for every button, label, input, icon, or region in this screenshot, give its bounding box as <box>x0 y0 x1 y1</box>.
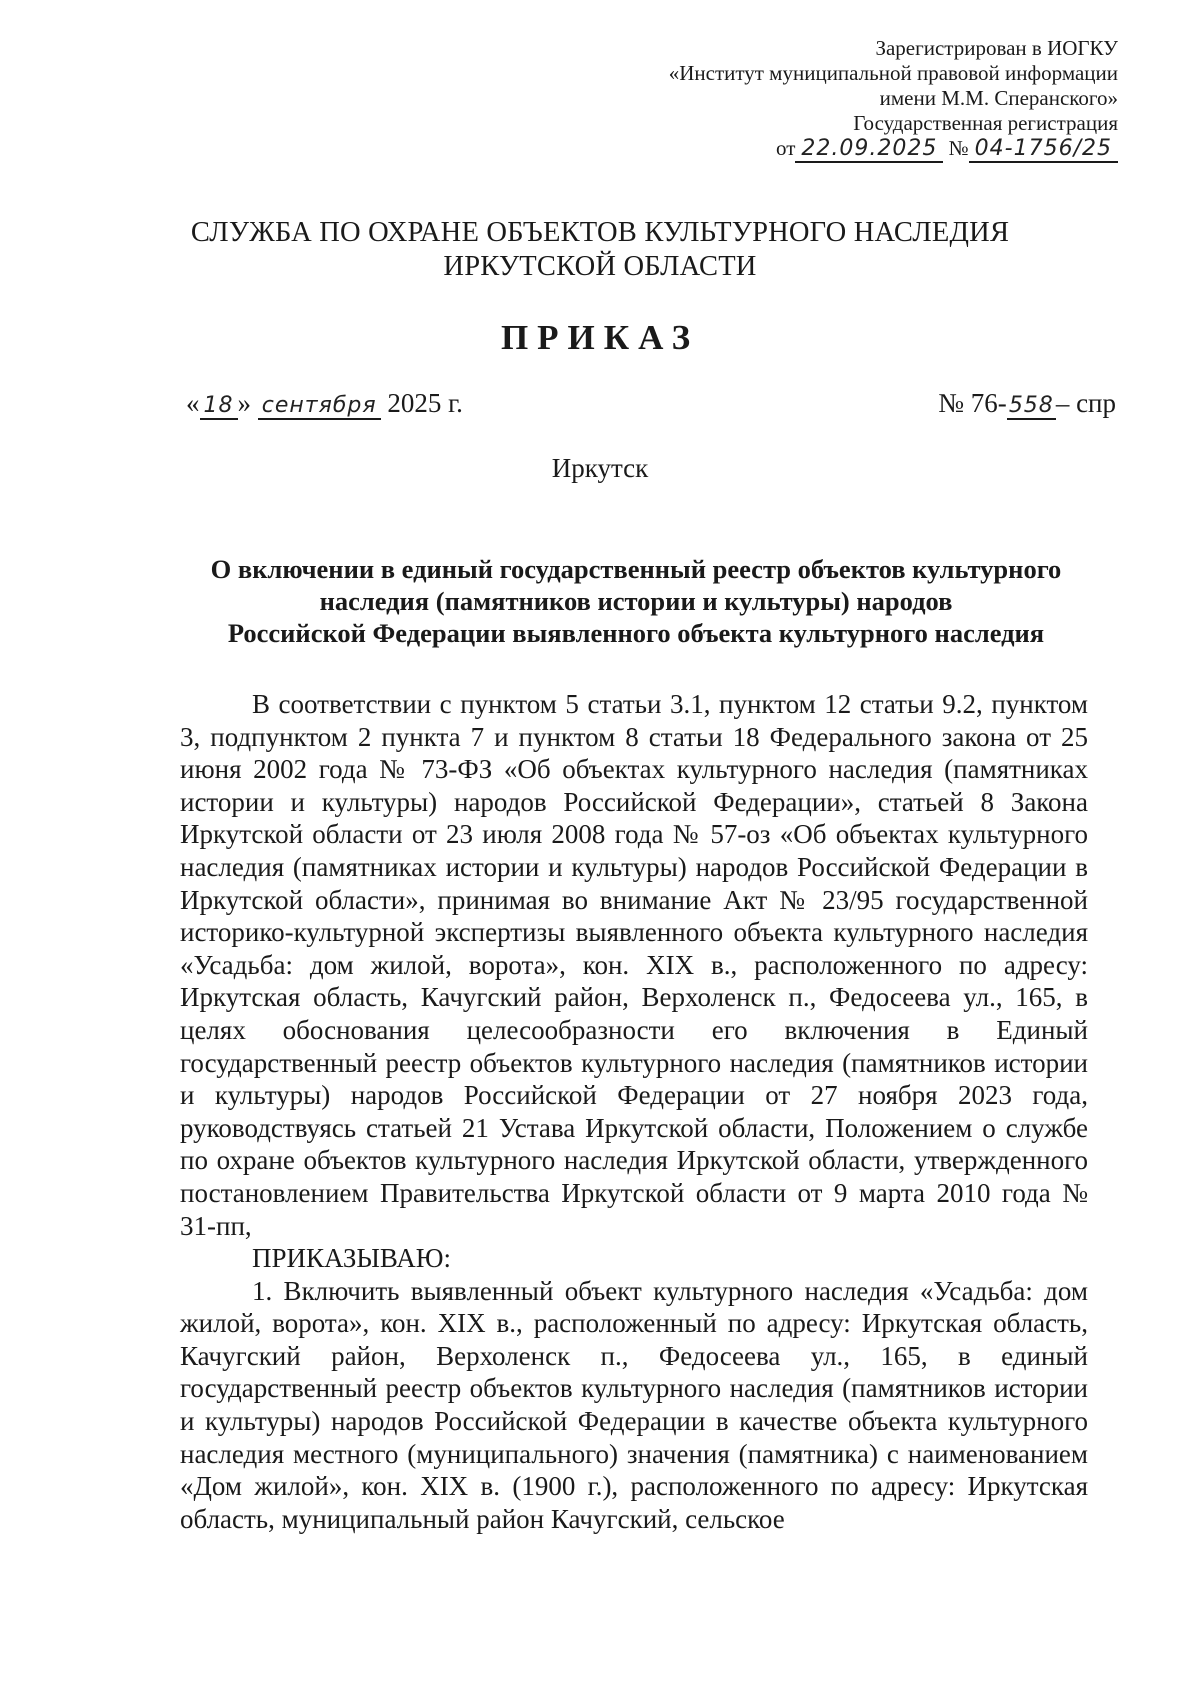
order-month: сентября <box>258 393 381 420</box>
authority-line-2: ИРКУТСКОЙ ОБЛАСТИ <box>443 251 757 282</box>
document-title: ПРИКАЗ <box>500 318 700 357</box>
preamble-paragraph: В соответствии с пунктом 5 статьи 3.1, пунктом 12 статьи 9.2, пунктом 3, подпунктом 2 пункта 7 и пунктом 8 статьи 18 Федерального закона от 25 июня 2002 года № 73-ФЗ «Об объектах культурного наследия (памятниках истории и культуры) народов Российской Федерации», статьей 8 Закона Иркутской области от 23 июля 2008 года № 57-оз «Об объектах культурного наследия (памятниках истории и культуры) народов Российской Федерации в Иркутской области», принимая во внимание Акт № 23/95 государственной историко-культурной экспертизы выявленного объекта культурного наследия «Усадьба: дом жилой, ворота», кон. XIX в., расположенного по адресу: Иркутская область, Качугский район, Верхоленск п., Федосеева ул., 165, в целях обоснования целесообразности его включения в Единый государственный реестр объектов культурного наследия (памятников истории и культуры) народов Российской Федерации от 27 ноября 2023 года, руководствуясь статьей 21 Устава Иркутской области, Положением о службе по охране объектов культурного наследия Иркутской области, утвержденного постановлением Правительства Иркутской области от 9 марта 2010 года № 31-пп, <box>180 689 1088 1241</box>
order-number-handwritten: 558 <box>1008 393 1054 418</box>
subject-line-2: наследия (памятников истории и культуры) народов <box>319 586 953 616</box>
authority-name <box>0 216 1200 284</box>
subject-line-1: О включении в единый государственный реестр объектов культурного <box>210 554 1062 584</box>
authority-line-1: СЛУЖБА ПО ОХРАНЕ ОБЪЕКТОВ КУЛЬТУРНОГО НАСЛЕДИЯ <box>190 217 1010 248</box>
registration-number-line <box>598 136 1118 163</box>
registration-number-label: № <box>948 136 969 160</box>
order-day: 18 <box>200 393 238 420</box>
registration-number: 04-1756/25 <box>969 136 1118 163</box>
registration-line-3: имени М.М. Сперанского» <box>879 86 1118 110</box>
order-year: 2025 г. <box>387 388 463 418</box>
order-number <box>938 388 1116 420</box>
date-open-quote: « <box>186 388 200 418</box>
order-subject <box>180 553 1092 649</box>
document-body <box>180 688 1088 1535</box>
order-date <box>186 388 463 420</box>
date-close-quote: » <box>237 388 251 418</box>
order-word: ПРИКАЗЫВАЮ: <box>252 1243 451 1274</box>
subject-line-3: Российской Федерации выявленного объекта культурного наследия <box>227 618 1045 648</box>
order-item-1: 1. Включить выявленный объект культурного наследия «Усадьба: дом жилой, ворота», кон. XIX в., расположенный по адресу: Иркутская область, Качугский район, Верхоленск п., Федосеева ул., 165, в единый государственный реестр объектов культурного наследия (памятников истории и культуры) народов Российской Федерации в качестве объекта культурного наследия местного (муниципального) значения (памятника) с наименованием «Дом жилой», кон. XIX в. (1900 г.), расположенного по адресу: Иркутская область, муниципальный район Качугский, сельское <box>180 1275 1088 1534</box>
registration-date: 22.09.2025 <box>795 136 943 163</box>
registration-line-2: «Институт муниципальной правовой информации <box>668 61 1118 85</box>
order-number-prefix: № 76- <box>938 388 1007 418</box>
registration-line-4: Государственная регистрация <box>853 111 1118 135</box>
registration-stamp <box>598 36 1118 163</box>
registration-line-1: Зарегистрирован в ИОГКУ <box>875 36 1118 60</box>
city: Иркутск <box>551 453 649 483</box>
order-number-suffix: – спр <box>1055 388 1116 418</box>
registration-from-label: от <box>776 136 796 160</box>
